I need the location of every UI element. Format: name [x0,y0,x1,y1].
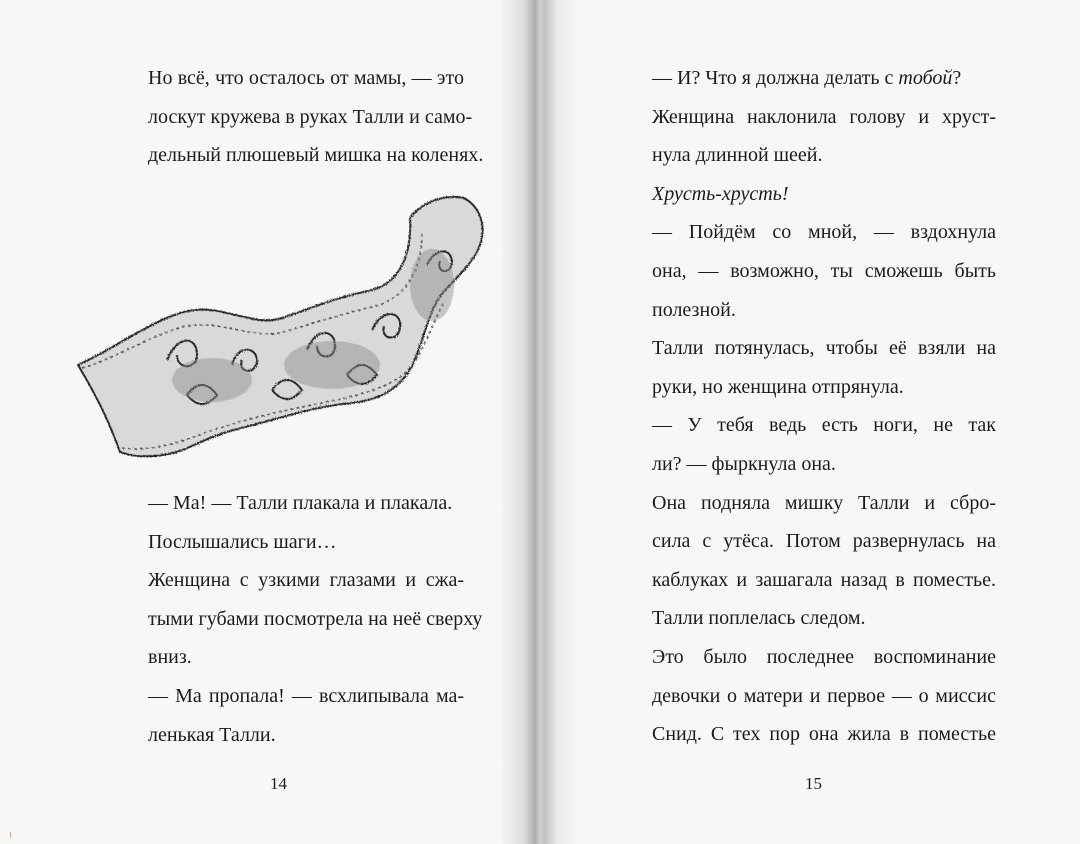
paragraph [622,638,996,754]
paragraph [622,484,996,638]
text-line: ли? — фыркнула она. [652,452,836,475]
page-number: 15 [805,774,822,793]
paragraph [622,406,996,483]
text-line: лоскут кружева в руках Талли и само- [148,105,473,128]
paragraph [622,329,996,406]
text-line: Снид. С тех пор она жила в поместье [652,723,996,746]
text-line: Это было последнее воспоминание [652,645,996,668]
paragraph [622,175,996,214]
text-run: ? [952,67,962,89]
text-line: Женщина с узкими глазами и сжа- [148,569,464,592]
text-line: Талли потянулась, чтобы её взяли на [652,337,996,360]
text-line: дельный плюшевый мишка на коленях. [148,144,484,167]
text-line [622,59,996,98]
right-page-text [622,59,996,754]
left-page [0,0,532,844]
text-line: полезной. [652,298,736,321]
right-page [540,0,1080,844]
text-line: Хрусть-хрусть! [652,182,789,205]
text-line: — Ма пропала! — всхлипывала ма- [148,684,464,707]
left-page-text-lower [118,484,483,754]
paragraph [118,59,484,175]
text-line: Женщина наклонила голову и хруст- [652,105,996,128]
text-line: Послышались шаги… [148,530,337,553]
text-line: Она подняла мишку Талли и сбро- [652,491,996,514]
text-line: девочки о матери и первое — о миссис [652,684,996,707]
paragraph [118,677,464,754]
paragraph [118,523,464,562]
text-line: нула длинной шеей. [652,144,823,167]
left-page-text [118,59,484,175]
text-line: она, — возможно, ты сможешь быть [652,259,996,282]
text-line: сила с утёса. Потом развернулась на [652,530,996,553]
text-line: ленькая Талли. [148,723,276,746]
paragraph [622,213,996,329]
text-line: вниз. [148,646,192,669]
paragraph [118,561,483,677]
paragraph [622,59,996,98]
text-line: — Ма! — Талли плакала и плакала. [148,492,453,514]
paragraph [118,484,464,523]
text-line: — Пойдём со мной, — вздохнула [652,221,996,244]
text-run: — И? Что я должна делать с [652,67,899,89]
page-number: 14 [270,774,287,793]
lace-scrap-icon [72,190,492,480]
text-line: — У тебя ведь есть ноги, не так [652,414,996,437]
emphasis-text: тобой [898,67,953,89]
text-line: руки, но женщина отпрянула. [652,375,904,398]
text-line: тыми губами посмотрела на неё сверху [148,607,483,630]
text-line: Но всё, что осталось от мамы, — это [148,67,464,89]
text-line: Талли поплелась следом. [652,607,866,630]
paragraph [622,98,996,175]
scan-mark [10,832,17,838]
text-line: каблуках и зашагала назад в поместье. [652,568,996,591]
